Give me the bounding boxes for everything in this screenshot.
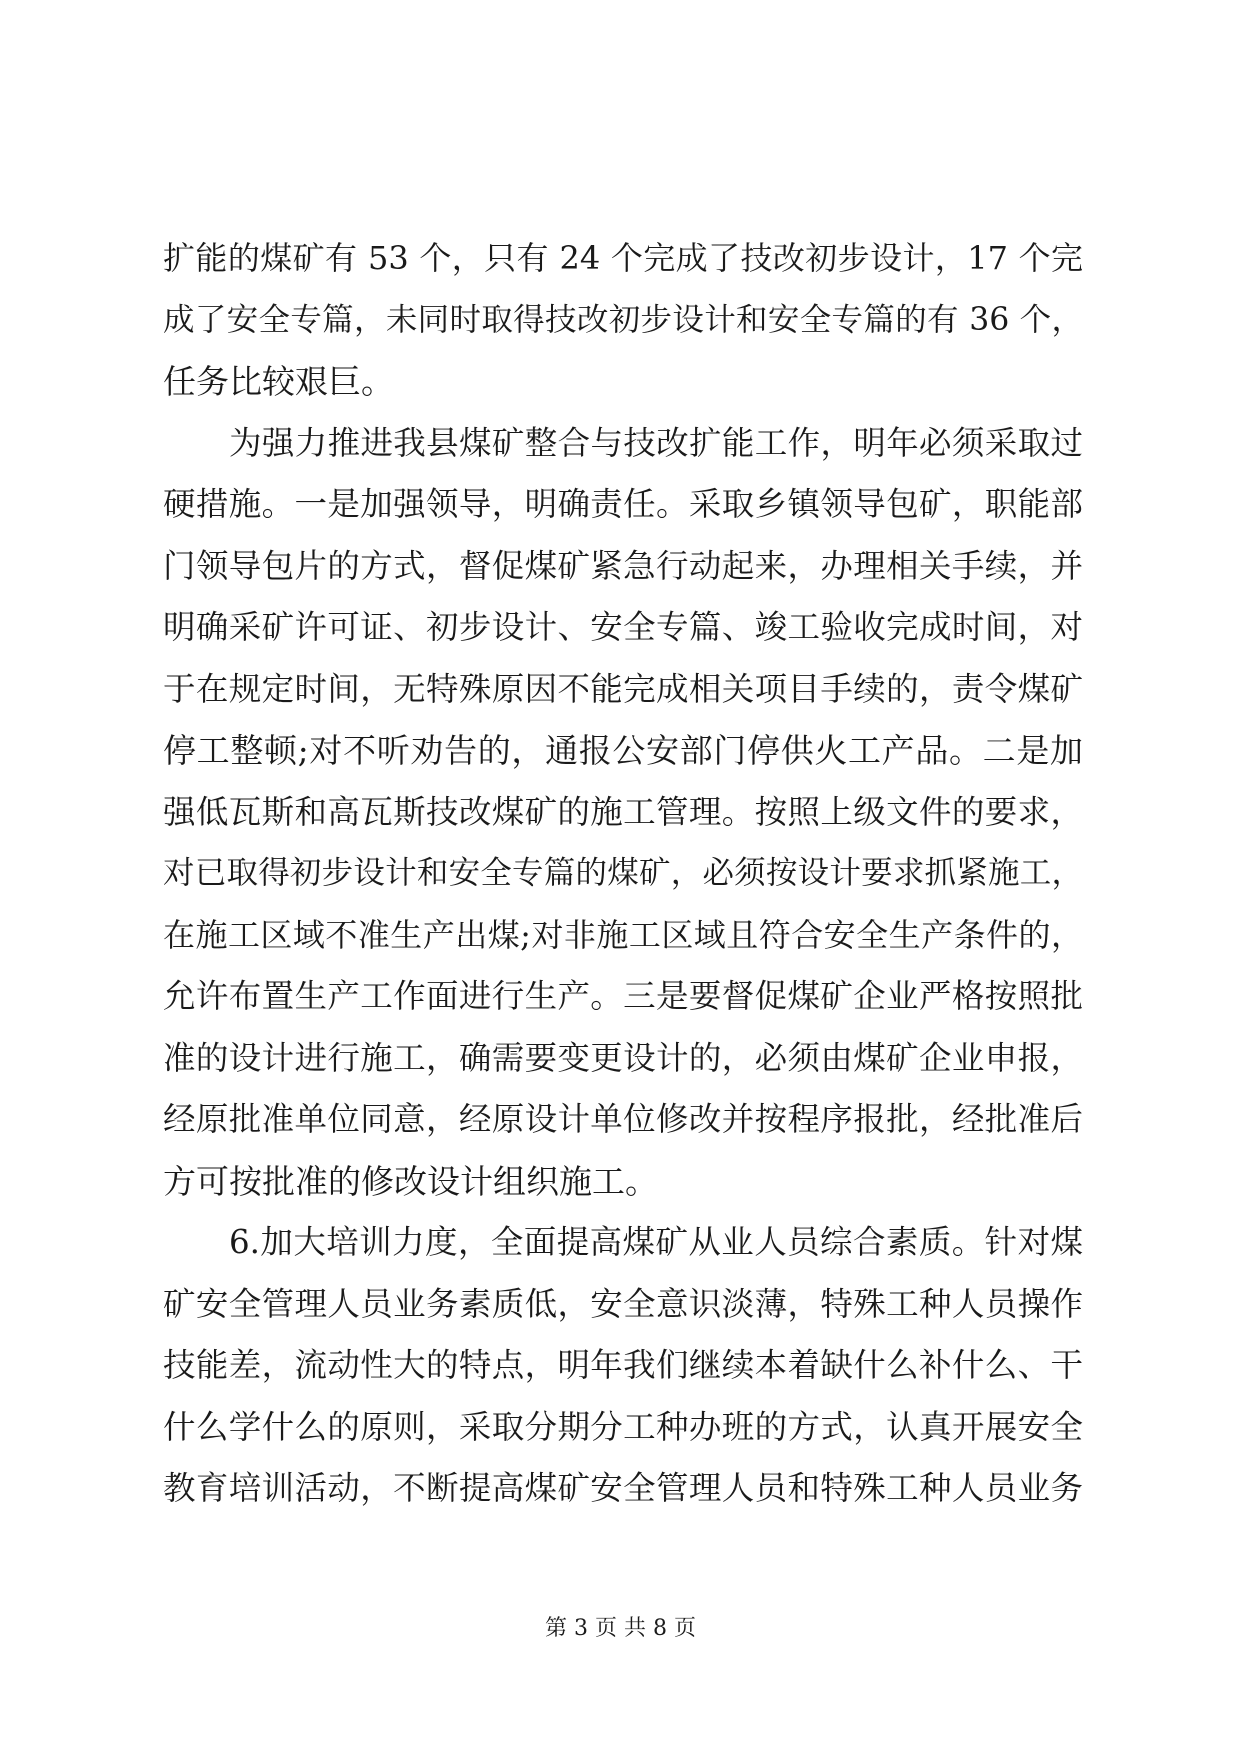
text-line: 什么学什么的原则，采取分期分工种办班的方式，认真开展安全 xyxy=(163,1407,1083,1446)
text-line: 对已取得初步设计和安全专篇的煤矿，必须按设计要求抓紧施工， xyxy=(163,855,1083,891)
text-line: 矿安全管理人员业务素质低，安全意识淡薄，特殊工种人员操作 xyxy=(163,1284,1083,1323)
document-body xyxy=(163,228,1083,1520)
text-line: 于在规定时间，无特殊原因不能完成相关项目手续的，责令煤矿 xyxy=(163,669,1083,708)
text-line: 方可按批准的修改设计组织施工。 xyxy=(163,1161,658,1201)
text-line: 扩能的煤矿有 53 个，只有 24 个完成了技改初步设计，17 个完 xyxy=(163,239,1083,277)
text-line: 技能差，流动性大的特点，明年我们继续本着缺什么补什么、干 xyxy=(163,1346,1083,1384)
text-line: 门领导包片的方式，督促煤矿紧急行动起来，办理相关手续，并 xyxy=(163,546,1083,585)
paragraph-first-line: 6.加大培训力度，全面提高煤矿从业人员综合素质。针对煤 xyxy=(229,1223,1083,1261)
text-line: 允许布置生产工作面进行生产。三是要督促煤矿企业严格按照批 xyxy=(163,977,1083,1015)
text-line: 停工整顿;对不听劝告的，通报公安部门停供火工产品。二是加 xyxy=(163,731,1083,770)
text-line: 硬措施。一是加强领导，明确责任。采取乡镇领导包矿，职能部 xyxy=(163,485,1083,523)
text-line: 成了安全专篇，未同时取得技改初步设计和安全专篇的有 36 个， xyxy=(163,301,1083,338)
text-line: 明确采矿许可证、初步设计、安全专篇、竣工验收完成时间，对 xyxy=(163,608,1083,646)
text-line: 在施工区域不准生产出煤;对非施工区域且符合安全生产条件的， xyxy=(163,915,1083,954)
text-line: 教育培训活动，不断提高煤矿安全管理人员和特殊工种人员业务 xyxy=(163,1469,1083,1507)
paragraph-first-line: 为强力推进我县煤矿整合与技改扩能工作，明年必须采取过 xyxy=(229,423,1083,462)
text-line: 强低瓦斯和高瓦斯技改煤矿的施工管理。按照上级文件的要求， xyxy=(163,792,1083,831)
text-line: 准的设计进行施工，确需要变更设计的，必须由煤矿企业申报， xyxy=(163,1038,1083,1077)
page-number-footer: 第 3 页 共 8 页 xyxy=(545,1616,696,1641)
text-line: 经原批准单位同意，经原设计单位修改并按程序报批，经批准后 xyxy=(163,1100,1083,1138)
text-line: 任务比较艰巨。 xyxy=(163,362,394,401)
